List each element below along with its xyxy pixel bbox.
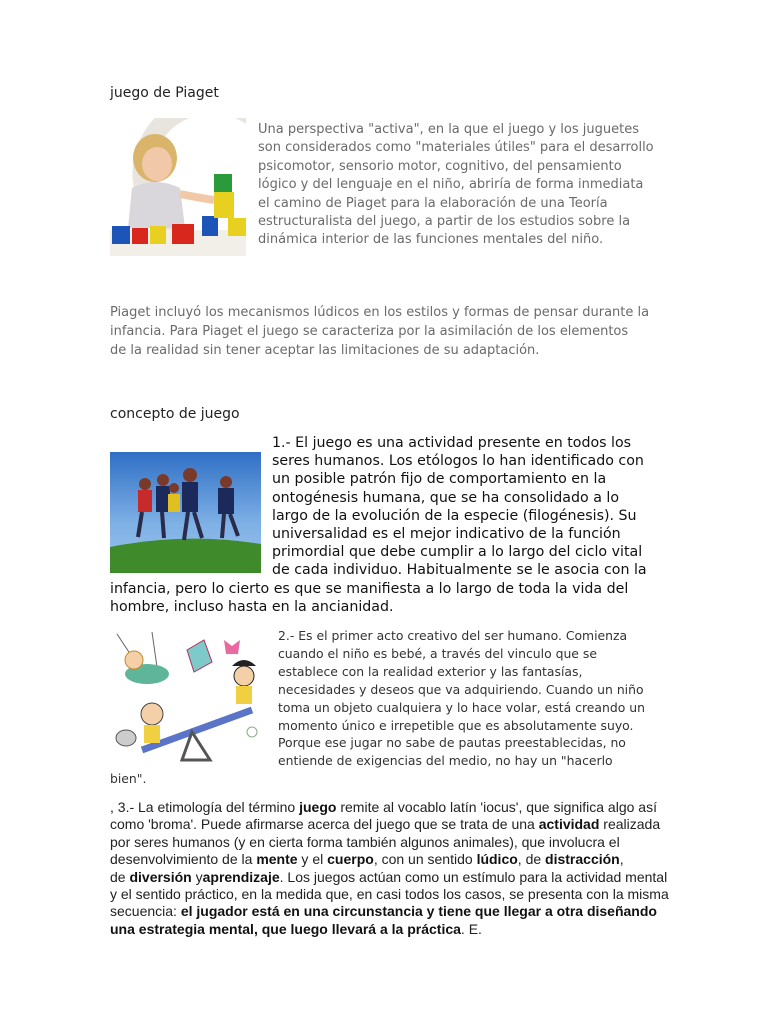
child-playing-blocks-image — [110, 118, 246, 256]
text-line: 1.- El juego es una actividad presente en todos los — [272, 435, 632, 451]
text-line: infancia, pero lo cierto es que se manifiesta a lo largo de toda la vida del — [110, 580, 629, 597]
piaget-assimilation-paragraph — [110, 303, 649, 360]
text-line: momento único e irrepetible que es absolutamente suyo. — [278, 717, 634, 733]
bold-term: juego — [299, 799, 337, 815]
text-line: universalidad es el mejor indicativo de la función — [272, 526, 621, 543]
text-line: un posible patrón fijo de comportamiento en la — [272, 471, 607, 488]
text-line: necesidades y deseos que va adquiriendo. Cuando un niño — [278, 681, 644, 697]
concept-point-2-paragraph — [110, 627, 645, 788]
text-segment: , con un sentido — [373, 851, 477, 868]
text-line — [110, 903, 669, 920]
bold-term: actividad — [538, 816, 600, 833]
text-segment: por seres humanos (y en cierta forma también algunos animales), que involucra el — [110, 833, 620, 850]
text-line: de cada individuo. Habitualmente se le asocia con la — [272, 562, 647, 579]
text-line: Piaget incluyó los mecanismos lúdicos en los estilos y formas de pensar durante la — [110, 305, 650, 320]
text-line: lógico y del lenguaje en el niño, abriría de forma inmediata — [258, 177, 644, 193]
text-segment: . E. — [460, 920, 482, 937]
text-line — [110, 799, 669, 816]
section-heading-piaget: juego de Piaget — [110, 85, 219, 101]
bold-term: lúdico — [476, 851, 518, 868]
bold-term: aprendizaje — [202, 868, 280, 885]
text-line: ontogénesis humana, que se ha consolidado a lo — [272, 489, 620, 506]
text-segment: desenvolvimiento de la — [110, 851, 257, 868]
text-line: entiende de exigencias del medio, no hay un "hacerlo — [278, 753, 613, 769]
text-line: bien". — [110, 771, 147, 787]
bold-term: diversión — [129, 868, 192, 885]
text-segment: y el — [297, 851, 328, 868]
text-segment: , 3.- La etimología del término — [110, 799, 300, 815]
text-line: establece con la realidad exterior y las fantasías, — [278, 663, 583, 679]
concept-point-1-paragraph — [110, 434, 647, 616]
text-segment: realizada — [599, 816, 661, 833]
text-segment: , — [619, 851, 624, 868]
text-line: cuando el niño es bebé, a través del vinculo que se — [278, 645, 597, 661]
bold-term: mente — [256, 851, 298, 868]
bold-term: una estrategia mental, que luego llevará a la práctica — [110, 920, 461, 937]
text-segment: , de — [517, 851, 546, 868]
text-segment: secuencia: — [110, 903, 181, 920]
text-line: son considerados como "materiales útiles" para el desarrollo — [258, 140, 654, 156]
piaget-intro-paragraph — [258, 121, 654, 250]
text-line: estructuralista del juego, a partir de los estudios sobre la — [258, 214, 631, 230]
text-line — [110, 886, 669, 903]
text-line: Porque ese jugar no sabe de pautas preestablecidas, no — [278, 735, 626, 751]
text-line: primordial que debe cumplir a lo largo del ciclo vital — [272, 544, 643, 561]
bold-term: el jugador está en una circunstancia y tiene que llegar a otra diseñando — [180, 903, 657, 920]
text-line: psicomotor, sensorio motor, cognitivo, del pensamiento — [258, 158, 622, 174]
text-segment: . Los juegos actúan como un estímulo para la actividad mental — [279, 868, 668, 885]
text-line — [110, 851, 669, 868]
text-line — [110, 816, 669, 833]
text-segment: y el sentido práctico, en la medida que, en casi todos los casos, se presenta con la misma — [110, 886, 669, 903]
text-line — [110, 834, 669, 851]
concept-point-3-paragraph — [110, 799, 669, 938]
text-line: el camino de Piaget para la elaboración de una Teoría — [258, 195, 608, 211]
text-line: Una perspectiva "activa", en la que el juego y los juguetes — [258, 122, 639, 137]
text-line: 2.- Es el primer acto creativo del ser humano. Comienza — [278, 628, 628, 643]
text-line: dinámica interior de las funciones mentales del niño. — [258, 232, 604, 248]
text-segment: como 'broma'. Puede afirmarse acerca del juego que se trata de una — [110, 816, 539, 833]
bold-term: distracción — [545, 851, 620, 868]
text-segment: y — [191, 868, 203, 885]
text-line: largo de la evolución de la especie (filogénesis). Su — [272, 507, 637, 524]
section-heading-concept: concepto de juego — [110, 406, 240, 422]
text-line: toma un objeto cualquiera y lo hace volar, está creando un — [278, 699, 645, 715]
text-line: seres humanos. Los etólogos lo han identificado con — [272, 453, 644, 470]
text-segment: remite al vocablo latín 'iocus', que significa algo así — [336, 799, 657, 815]
text-line: infancia. Para Piaget el juego se caracteriza por la asimilación de los elementos — [110, 324, 629, 339]
text-line — [110, 869, 669, 886]
bold-term: cuerpo — [327, 851, 374, 868]
text-line: hombre, incluso hasta en la ancianidad. — [110, 598, 394, 615]
text-line — [110, 921, 669, 938]
text-line: de la realidad sin tener aceptar las limitaciones de su adaptación. — [110, 343, 540, 358]
text-segment: de — [110, 868, 130, 885]
